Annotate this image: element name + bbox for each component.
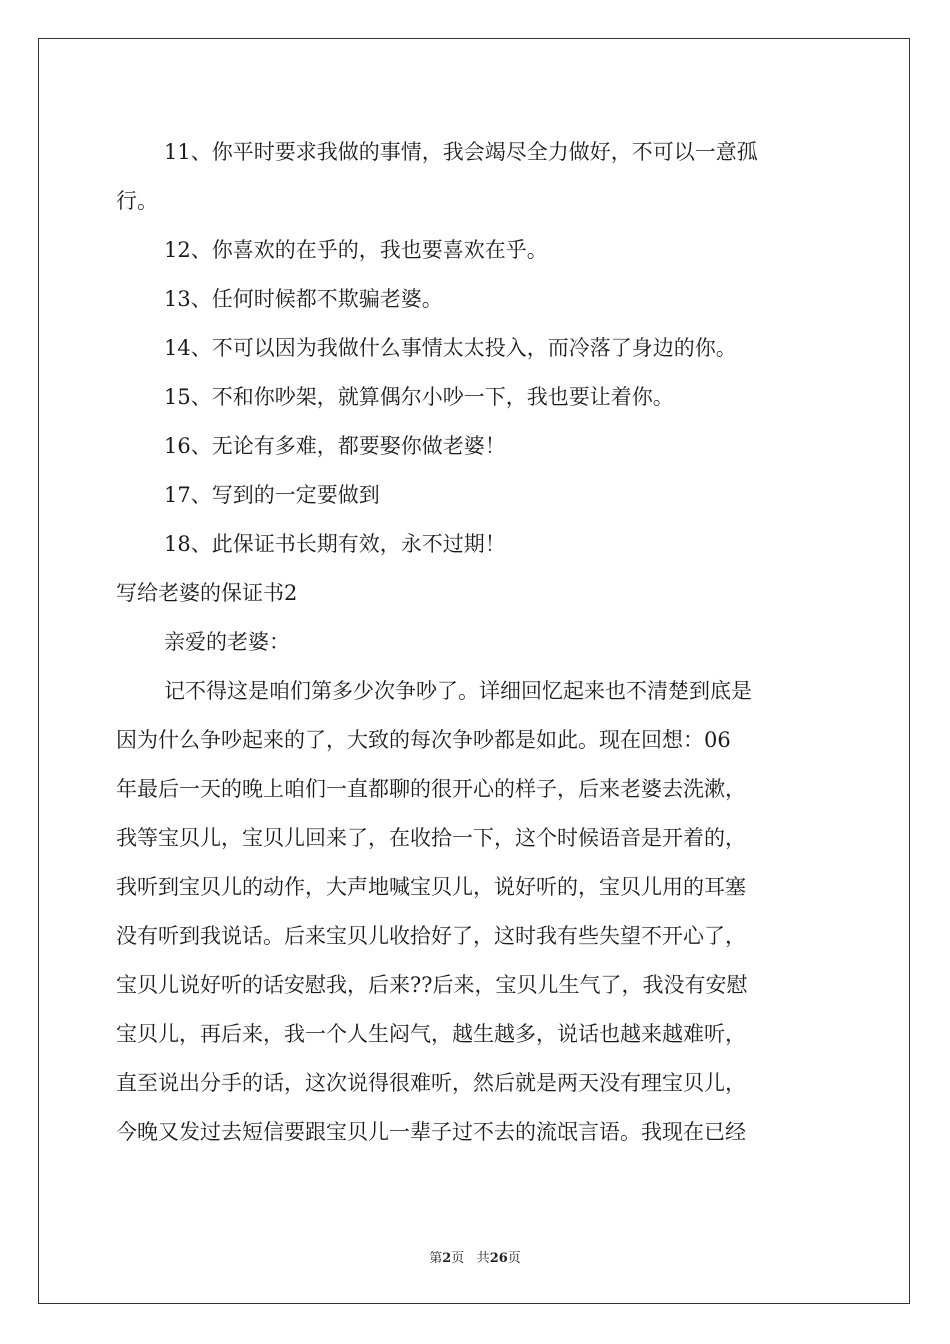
text-line: 因为什么争吵起来的了，大致的每次争吵都是如此。现在回想：06 [116,728,731,752]
section-heading: 写给老婆的保证书2 [116,581,298,605]
text-line: 宝贝儿，再后来，我一个人生闷气，越生越多，说话也越来越难听， [116,1022,746,1046]
salutation: 亲爱的老婆： [164,630,290,654]
text-line: 18、此保证书长期有效，永不过期！ [164,532,506,556]
text-line: 16、无论有多难，都要娶你做老婆！ [164,434,506,458]
page-number: 2 [442,1251,452,1266]
text-line: 直至说出分手的话，这次说得很难听，然后就是两天没有理宝贝儿， [116,1071,746,1095]
text-line: 记不得这是咱们第多少次争吵了。详细回忆起来也不清楚到底是 [164,679,752,703]
text-line: 13、任何时候都不欺骗老婆。 [164,287,443,311]
text-line: 没有听到我说话。后来宝贝儿收拾好了，这时我有些失望不开心了， [116,924,746,948]
page-footer [0,1247,950,1266]
text-line: 今晚又发过去短信要跟宝贝儿一辈子过不去的流氓言语。我现在已经 [116,1120,746,1144]
text-line: 11、你平时要求我做的事情，我会竭尽全力做好，不可以一意孤 [164,140,758,164]
text-line: 12、你喜欢的在乎的，我也要喜欢在乎。 [164,238,548,262]
text-line: 17、写到的一定要做到 [164,483,380,507]
text-line: 宝贝儿说好听的话安慰我，后来??后来，宝贝儿生气了，我没有安慰 [116,973,748,997]
total-label-unit: 页 [507,1251,521,1266]
text-line: 15、不和你吵架，就算偶尔小吵一下，我也要让着你。 [164,385,674,409]
page-label-unit: 页 [451,1251,465,1266]
text-line: 我等宝贝儿，宝贝儿回来了，在收拾一下，这个时候语音是开着的， [116,826,746,850]
total-pages: 26 [489,1251,508,1266]
total-label-prefix: 共 [476,1251,490,1266]
text-line: 14、不可以因为我做什么事情太太投入，而冷落了身边的你。 [164,336,737,360]
document-body [116,128,836,1157]
page-label-prefix: 第 [429,1251,443,1266]
text-line: 行。 [116,189,158,213]
text-line: 我听到宝贝儿的动作，大声地喊宝贝儿，说好听的，宝贝儿用的耳塞 [116,875,746,899]
text-line: 年最后一天的晚上咱们一直都聊的很开心的样子，后来老婆去洗漱， [116,777,746,801]
